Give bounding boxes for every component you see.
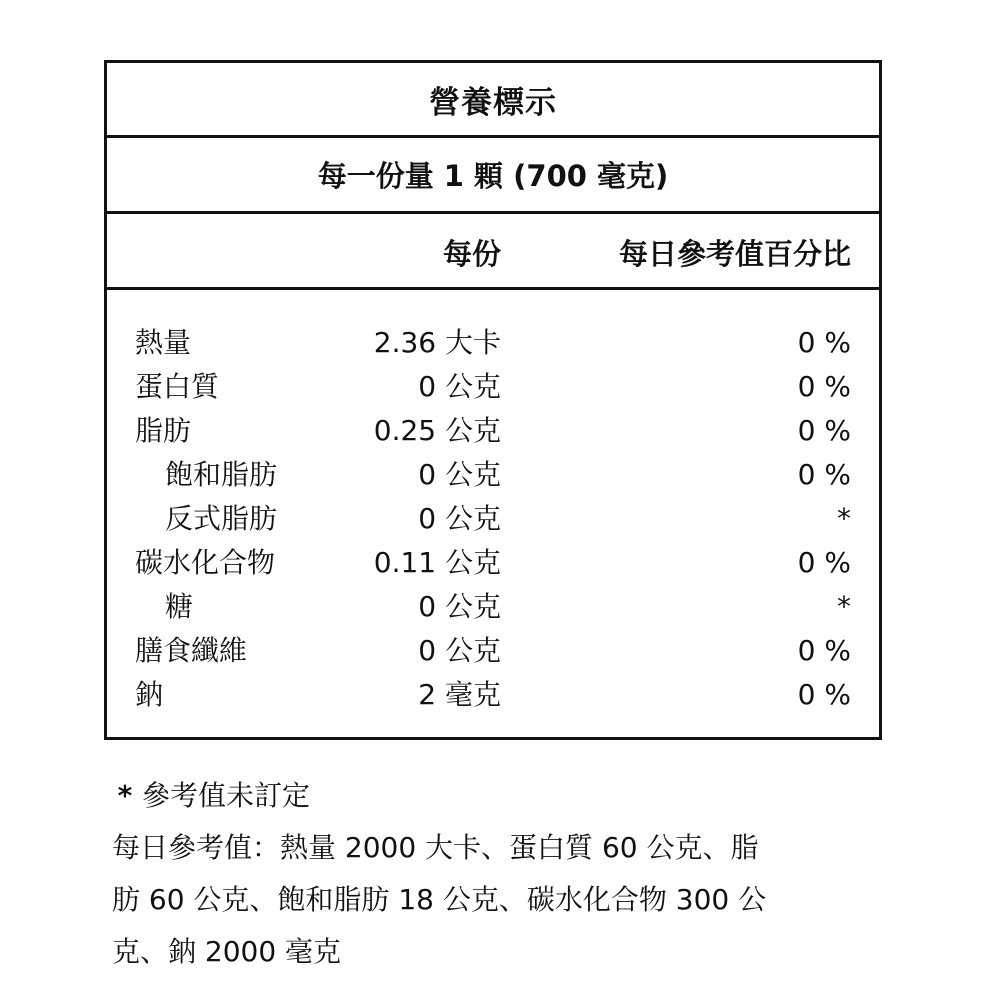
nutrient-name: 碳水化合物 bbox=[135, 546, 276, 579]
label-title bbox=[107, 63, 879, 138]
nutrient-amount: 0.11 公克 bbox=[373, 546, 501, 579]
serving-size-row bbox=[107, 138, 879, 214]
nutrient-daily-value: 0 % bbox=[797, 634, 851, 667]
nutrient-row-protein bbox=[107, 365, 879, 409]
nutrient-daily-value: 0 % bbox=[797, 458, 851, 491]
nutrient-amount: 0 公克 bbox=[418, 502, 501, 535]
reference-not-set-note bbox=[112, 770, 882, 822]
nutrient-rows bbox=[107, 321, 879, 717]
nutrient-amount: 2.36 大卡 bbox=[373, 326, 501, 359]
daily-value-header: 每日參考值百分比 bbox=[618, 237, 851, 271]
footnotes bbox=[112, 770, 882, 978]
nutrient-name: 糖 bbox=[165, 590, 194, 623]
nutrient-row-sodium bbox=[107, 673, 879, 717]
nutrient-row-fat bbox=[107, 409, 879, 453]
nutrient-daily-value: 0 % bbox=[797, 326, 851, 359]
nutrient-amount: 0 公克 bbox=[418, 590, 501, 623]
daily-reference-line-2: 肪 60 公克、飽和脂肪 18 公克、碳水化合物 300 公 bbox=[112, 883, 767, 916]
nutrient-daily-value: 0 % bbox=[797, 678, 851, 711]
nutrient-row-trans-fat bbox=[107, 497, 879, 541]
nutrient-amount: 0 公克 bbox=[418, 458, 501, 491]
nutrient-name: 反式脂肪 bbox=[165, 502, 278, 535]
nutrient-row-sugar bbox=[107, 585, 879, 629]
nutrient-row-carbohydrate bbox=[107, 541, 879, 585]
nutrient-name: 鈉 bbox=[135, 678, 164, 711]
nutrient-name: 飽和脂肪 bbox=[165, 458, 278, 491]
nutrient-daily-value: 0 % bbox=[797, 546, 851, 579]
nutrition-label-panel bbox=[104, 60, 882, 740]
nutrient-row-calories bbox=[107, 321, 879, 365]
nutrient-name: 熱量 bbox=[135, 326, 192, 359]
nutrient-daily-value: 0 % bbox=[797, 370, 851, 403]
nutrient-name: 膳食纖維 bbox=[135, 634, 248, 667]
nutrient-amount: 2 毫克 bbox=[418, 678, 501, 711]
nutrient-amount: 0 公克 bbox=[418, 370, 501, 403]
per-serving-header: 每份 bbox=[442, 237, 501, 271]
nutrient-daily-value: * bbox=[837, 590, 851, 623]
nutrient-row-dietary-fiber bbox=[107, 629, 879, 673]
nutrient-daily-value: * bbox=[837, 502, 851, 535]
nutrient-amount: 0.25 公克 bbox=[373, 414, 501, 447]
nutrient-daily-value: 0 % bbox=[797, 414, 851, 447]
serving-size-text: 每一份量 1 顆 (700 毫克) bbox=[317, 159, 669, 193]
nutrient-amount: 0 公克 bbox=[418, 634, 501, 667]
daily-reference-line-3: 克、鈉 2000 毫克 bbox=[112, 935, 342, 968]
reference-not-set-text: 參考值未訂定 bbox=[142, 779, 311, 812]
label-title-text: 營養標示 bbox=[429, 84, 557, 121]
nutrient-row-saturated-fat bbox=[107, 453, 879, 497]
asterisk-icon: * bbox=[117, 779, 133, 812]
column-header-row bbox=[107, 214, 879, 290]
nutrient-name: 脂肪 bbox=[135, 414, 192, 447]
daily-reference-line-1: 每日參考值：熱量 2000 大卡、蛋白質 60 公克、脂 bbox=[112, 831, 759, 864]
nutrient-name: 蛋白質 bbox=[135, 370, 220, 403]
